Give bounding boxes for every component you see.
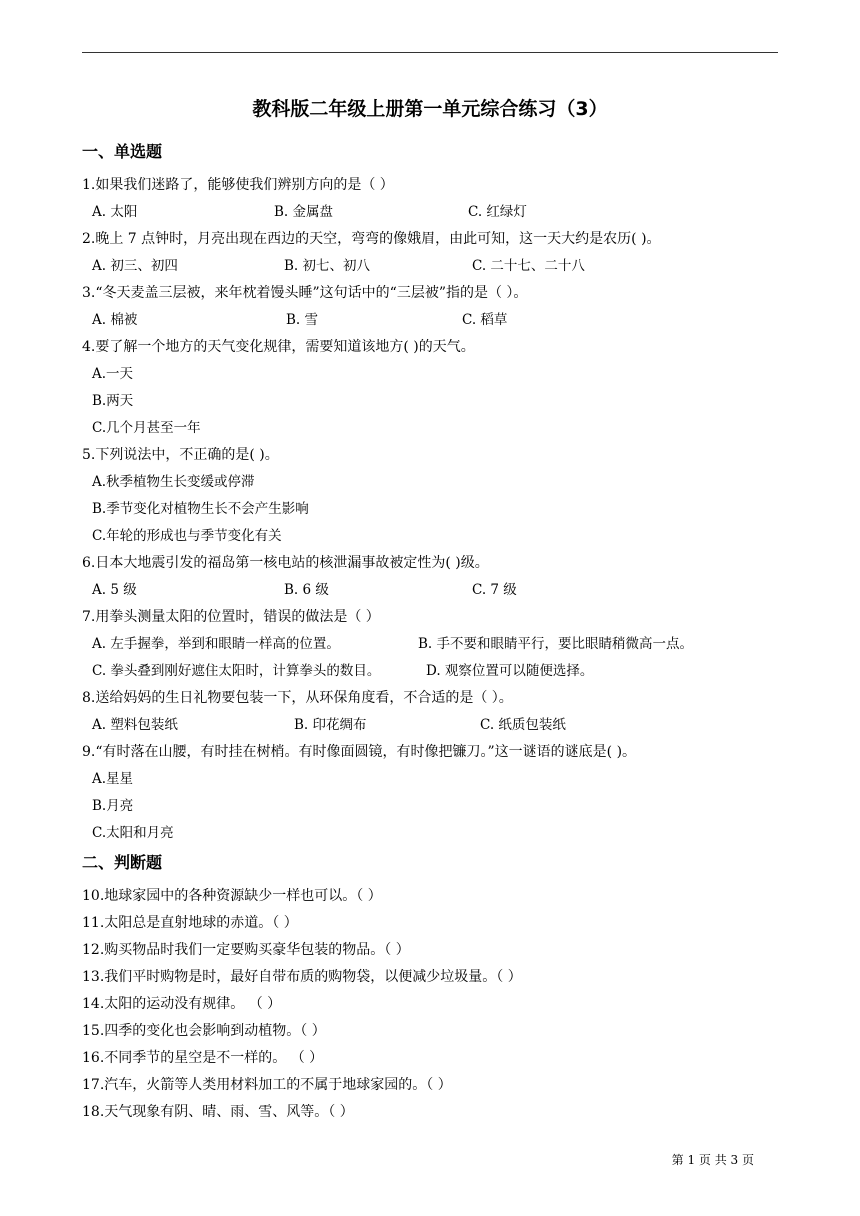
q9-option-a: A.星星 bbox=[92, 771, 134, 787]
q5-option-c: C.年轮的形成也与季节变化有关 bbox=[92, 528, 282, 544]
q8-option-b: B. 印花绸布 bbox=[294, 717, 367, 733]
q3-option-a: A. 棉被 bbox=[92, 312, 138, 328]
judge-question-17: 17.汽车，火箭等人类用材料加工的不属于地球家园的。（ ） bbox=[82, 1077, 452, 1093]
q2-option-c: C. 二十七、二十八 bbox=[472, 258, 585, 274]
q5-option-a: A.秋季植物生长变缓或停滞 bbox=[92, 474, 255, 490]
judge-question-10: 10.地球家园中的各种资源缺少一样也可以。（ ） bbox=[82, 888, 382, 904]
page-number: 第 1 页 共 3 页 bbox=[671, 1153, 754, 1167]
q6-option-c: C. 7 级 bbox=[472, 582, 517, 598]
q8-option-a: A. 塑料包装纸 bbox=[92, 717, 178, 733]
q9-option-b: B.月亮 bbox=[92, 798, 134, 814]
judge-question-13: 13.我们平时购物是时，最好自带布质的购物袋，以便减少垃圾量。（ ） bbox=[82, 969, 522, 985]
question-7: 7.用拳头测量太阳的位置时，错误的做法是（ ） bbox=[82, 609, 380, 625]
q4-option-b: B.两天 bbox=[92, 393, 134, 409]
q7-option-d: D. 观察位置可以随便选择。 bbox=[426, 663, 594, 679]
question-1: 1.如果我们迷路了，能够使我们辨别方向的是（ ） bbox=[82, 177, 394, 193]
q4-option-c: C.几个月甚至一年 bbox=[92, 420, 201, 436]
judge-question-11: 11.太阳总是直射地球的赤道。（ ） bbox=[82, 915, 298, 931]
judge-question-18: 18.天气现象有阴、晴、雨、雪、风等。（ ） bbox=[82, 1104, 354, 1120]
q5-option-b: B.季节变化对植物生长不会产生影响 bbox=[92, 501, 309, 517]
section-heading-single-choice: 一、单选题 bbox=[82, 142, 163, 161]
q3-option-b: B. 雪 bbox=[286, 312, 319, 328]
q7-option-b: B. 手不要和眼睛平行，要比眼睛稍微高一点。 bbox=[418, 636, 694, 652]
q6-option-a: A. 5 级 bbox=[92, 582, 137, 598]
judge-question-15: 15.四季的变化也会影响到动植物。（ ） bbox=[82, 1023, 326, 1039]
question-5: 5.下列说法中，不正确的是( )。 bbox=[82, 447, 279, 463]
question-6: 6.日本大地震引发的福岛第一核电站的核泄漏事故被定性为( )级。 bbox=[82, 555, 489, 571]
q7-option-c: C. 拳头叠到刚好遮住太阳时，计算拳头的数目。 bbox=[92, 663, 381, 679]
q2-option-b: B. 初七、初八 bbox=[284, 258, 371, 274]
question-8: 8.送给妈妈的生日礼物要包装一下，从环保角度看，不合适的是（ ）。 bbox=[82, 690, 513, 706]
q1-option-c: C. 红绿灯 bbox=[468, 204, 527, 220]
q1-option-a: A. 太阳 bbox=[92, 204, 138, 220]
q3-option-c: C. 稻草 bbox=[462, 312, 508, 328]
page-title: 教科版二年级上册第一单元综合练习（3） bbox=[252, 98, 608, 120]
header-rule bbox=[82, 52, 778, 53]
q9-option-c: C.太阳和月亮 bbox=[92, 825, 174, 841]
judge-question-12: 12.购买物品时我们一定要购买豪华包装的物品。（ ） bbox=[82, 942, 410, 958]
q4-option-a: A.一天 bbox=[92, 366, 134, 382]
question-2: 2.晚上 7 点钟时，月亮出现在西边的天空，弯弯的像娥眉，由此可知，这一天大约是农历( )。 bbox=[82, 231, 661, 247]
q1-option-b: B. 金属盘 bbox=[274, 204, 334, 220]
q6-option-b: B. 6 级 bbox=[284, 582, 329, 598]
question-3: 3.“冬天麦盖三层被，来年枕着馒头睡”这句话中的“三层被”指的是（ ）。 bbox=[82, 285, 528, 301]
q8-option-c: C. 纸质包装纸 bbox=[480, 717, 566, 733]
q7-option-a: A. 左手握拳，举到和眼睛一样高的位置。 bbox=[92, 636, 340, 652]
judge-question-16: 16.不同季节的星空是不一样的。 （ ） bbox=[82, 1050, 324, 1066]
section-heading-true-false: 二、判断题 bbox=[82, 853, 163, 872]
question-9: 9.“有时落在山腰，有时挂在树梢。有时像面圆镜，有时像把镰刀。”这一谜语的谜底是( )。 bbox=[82, 744, 637, 760]
judge-question-14: 14.太阳的运动没有规律。 （ ） bbox=[82, 996, 282, 1012]
q2-option-a: A. 初三、初四 bbox=[92, 258, 178, 274]
question-4: 4.要了解一个地方的天气变化规律，需要知道该地方( )的天气。 bbox=[82, 339, 475, 355]
